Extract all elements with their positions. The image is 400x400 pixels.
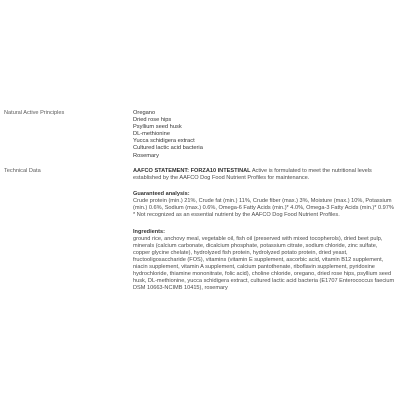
- technical-data-label: Technical Data: [4, 168, 41, 174]
- guaranteed-analysis-text: Crude protein (min.) 21%, Crude fat (min.) 11%, Crude fiber (max.) 3%, Moisture (max.) 10%, Potassium (min.) 0.6%, Sodium (max.) 0.6%, Omega-6 Fatty Acids (min.)* 4.0%, Omega-3 Fatty Acids (min.)* 0.97%: [133, 198, 394, 212]
- principle-item: Dried rose hips: [133, 117, 172, 124]
- principle-item: Yucca schidigera extract: [133, 138, 195, 145]
- aafco-heading: AAFCO STATEMENT: FORZA10 INTESTINAL: [133, 168, 251, 174]
- ingredients-text: ground rice, anchovy meal, vegetable oil, fish oil (preserved with mixed tocopherols), dried beet pulp, minerals (calcium carbonate, dicalcium phosphate, potassium citrate, sodium chloride, zinc sulfate, copper glycine chelate), hydrolyzed fish protein, hydrolyzed potato protein, dried yeast, fructooligosaccharide (FOS), vitamins (vitamin E supplement, ascorbic acid, vitamin B12 supplement, niacin supplement, vitamin A supplement, calcium pantothenate, riboflavin supplement, pyridoxine hydrochloride, thiamine mononitrate, folic acid), choline chloride, oregano, dried rose hips, psyllium seed husk, DL-methionine, yucca schidigera extract, cultured lactic acid bacteria (E1707 Enterococcus faecium DSM 10663-NCIMB 10415), rosemary: [133, 235, 395, 292]
- ingredients-heading: Ingredients:: [133, 228, 166, 235]
- guaranteed-analysis-note: * Not recognized as an essential nutrient by the AAFCO Dog Food Nutrient Profiles.: [133, 212, 340, 219]
- principle-item: Psyllium seed husk: [133, 124, 182, 131]
- natural-active-principles-label: Natural Active Principles: [4, 110, 65, 116]
- principles-list: [133, 110, 395, 160]
- principle-item: Rosemary: [133, 152, 159, 159]
- technical-data-content: [133, 168, 395, 292]
- natural-active-principles-content: [133, 110, 395, 160]
- guaranteed-analysis-heading: Guaranteed analysis:: [133, 191, 190, 198]
- principle-item: DL-methionine: [133, 131, 170, 138]
- principle-item: Oregano: [133, 110, 156, 116]
- principle-item: Cultured lactic acid bacteria: [133, 145, 203, 152]
- aafco-statement: [133, 168, 395, 182]
- aafco-text: Active is formulated to meet the nutritional levels established by the AAFCO Dog Food Nutrient Profiles for maintenance.: [133, 168, 372, 182]
